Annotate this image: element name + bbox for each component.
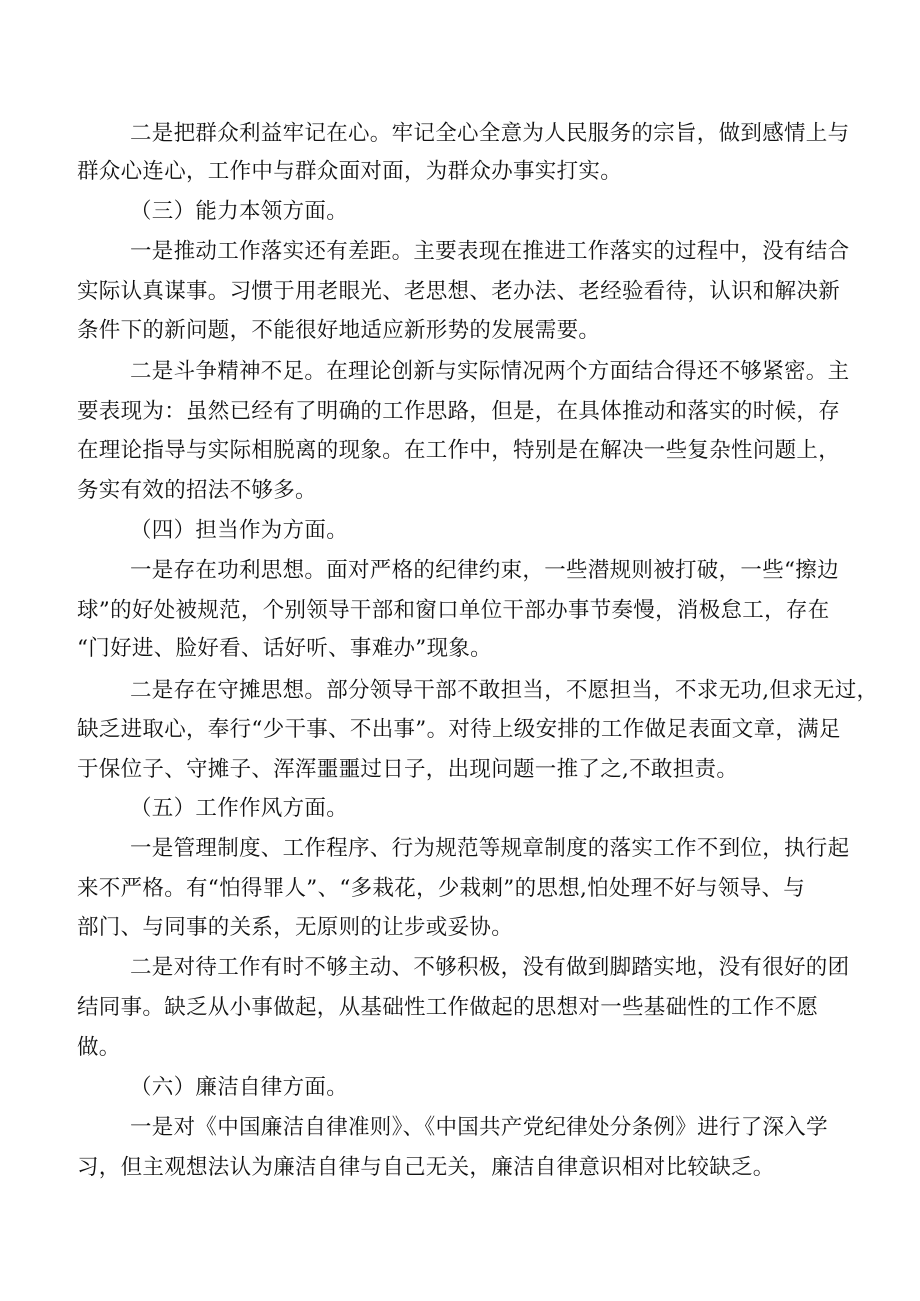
text-line: 一是推动工作落实还有差距。主要表现在推进工作落实的过程中，没有结合 [130, 239, 850, 264]
text-line: 二是对待工作有时不够主动、不够积极，没有做到脚踏实地，没有很好的团 [130, 955, 850, 980]
text-line: 务实有效的招法不够多。 [77, 478, 317, 503]
text-line: 球”的好处被规范，个别领导干部和窗口单位干部办事节奏慢，消极怠工，存在 [77, 598, 830, 623]
text-line: 二是斗争精神不足。在理论创新与实际情况两个方面结合得还不够紧密。主 [130, 359, 850, 384]
section-heading: （四）担当作为方面。 [130, 518, 349, 543]
text-line: 缺乏进取心，奉行“少干事、不出事”。对待上级安排的工作做足表面文章，满足 [77, 717, 841, 742]
text-line: 要表现为：虽然已经有了明确的工作思路，但是，在具体推动和落实的时候，存 [77, 399, 841, 424]
text-line: 一是存在功利思想。面对严格的纪律约束，一些潜规则被打破，一些“擦边 [130, 558, 839, 583]
text-line: 结同事。缺乏从小事做起，从基础性工作做起的思想对一些基础性的工作不愿 [77, 995, 819, 1020]
section-heading: （三）能力本领方面。 [130, 199, 349, 224]
text-line: 二是存在守摊思想。部分领导干部不敢担当，不愿担当，不求无功,但求无过， [130, 678, 879, 703]
text-line: 二是把群众利益牢记在心。牢记全心全意为人民服务的宗旨，做到感情上与 [130, 121, 850, 146]
text-line: 实际认真谋事。习惯于用老眼光、老思想、老办法、老经验看待，认识和解决新 [77, 279, 841, 304]
text-line: 于保位子、守摊子、浑浑噩噩过日子，出现问题一推了之,不敢担责。 [77, 757, 739, 782]
section-heading: （五）工作作风方面。 [130, 796, 349, 821]
text-line: “门好进、脸好看、话好听、事难办”现象。 [77, 636, 492, 661]
text-line: 部门、与同事的关系，无原则的让步或妥协。 [77, 915, 514, 940]
text-line: 条件下的新问题，不能很好地适应新形势的发展需要。 [77, 318, 601, 343]
text-line: 群众心连心，工作中与群众面对面，为群众办事实打实。 [77, 159, 623, 184]
text-line: 一是管理制度、工作程序、行为规范等规章制度的落实工作不到位，执行起 [130, 836, 850, 861]
section-heading: （六）廉洁自律方面。 [130, 1075, 349, 1100]
text-line: 一是对《中国廉洁自律准则》、《中国共产党纪律处分条例》进行了深入学 [130, 1115, 828, 1140]
text-line: 来不严格。有“怕得罪人”、“多栽花，少栽刺”的思想,怕处理不好与领导、与 [77, 876, 806, 901]
text-line: 习，但主观想法认为廉洁自律与自己无关，廉洁自律意识相对比较缺乏。 [77, 1155, 775, 1180]
text-line: 做。 [77, 1035, 121, 1060]
text-line: 在理论指导与实际相脱离的现象。在工作中，特别是在解决一些复杂性问题上， [77, 438, 841, 463]
